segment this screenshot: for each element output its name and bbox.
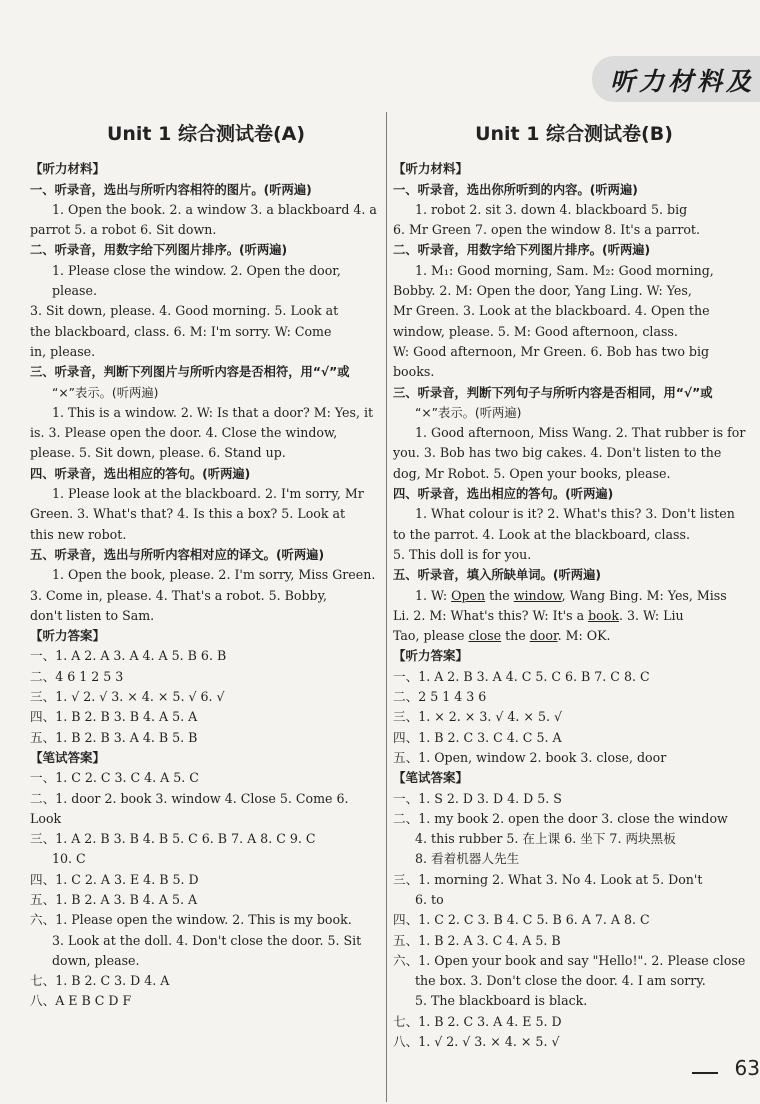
a-written-answer: 三、1. A 2. B 3. B 4. B 5. C 6. B 7. A 8. C 9. C [30, 831, 316, 847]
b-written-answer: 五、1. B 2. A 3. C 4. A 5. B [393, 932, 561, 948]
b-q5-seg: the [485, 587, 514, 603]
a-q1-text: 1. Open the book. 2. a window 3. a blackboard 4. a [52, 201, 377, 217]
b-q4-text: 1. What colour is it? 2. What's this? 3. Don't listen [415, 506, 735, 522]
b-q4-text: to the parrot. 4. Look at the blackboard, class. [393, 526, 690, 542]
a-written-answer: down, please. [52, 952, 140, 968]
a-listening-materials-heading: 【听力材料】 [30, 161, 106, 177]
b-written-answer: 七、1. B 2. C 3. A 4. E 5. D [393, 1013, 562, 1029]
b-listening-answer: 四、1. B 2. C 3. C 4. C 5. A [393, 729, 562, 745]
b-q3-text: 1. Good afternoon, Miss Wang. 2. That rubber is for [415, 425, 746, 441]
a-q4-text: Green. 3. What's that? 4. Is this a box? 5. Look at [30, 506, 346, 522]
a-listening-answer: 一、1. A 2. A 3. A 4. A 5. B 6. B [30, 648, 227, 664]
b-q5-text [393, 606, 755, 626]
test-a-title: Unit 1 综合测试卷(A) [106, 123, 306, 145]
a-q2-text: 3. Sit down, please. 4. Good morning. 5. Look at [30, 303, 339, 319]
b-written-answer: 六、1. Open your book and say "Hello!". 2. Please close [393, 952, 746, 968]
a-written-answer: 七、1. B 2. C 3. D 4. A [30, 973, 170, 989]
b-listening-answers-heading: 【听力答案】 [393, 648, 469, 664]
b-written-answer: 一、1. S 2. D 3. D 4. D 5. S [393, 790, 562, 806]
a-written-answers-heading: 【笔试答案】 [30, 749, 106, 765]
a-listening-answer: 五、1. B 2. B 3. A 4. B 5. B [30, 729, 198, 745]
b-q2-text: 1. M₁: Good morning, Sam. M₂: Good morning, [415, 262, 714, 278]
b-q5-blank-open: Open [451, 587, 486, 603]
b-q3-instruction: 三、听录音，判断下列句子与所听内容是否相同，用“√”或 [393, 385, 713, 400]
b-listening-materials-heading: 【听力材料】 [393, 161, 469, 177]
a-written-answer: 四、1. C 2. A 3. E 4. B 5. D [30, 871, 199, 887]
b-q2-text: Bobby. 2. M: Open the door, Yang Ling. W: Yes, [393, 283, 692, 299]
test-b-title: Unit 1 综合测试卷(B) [475, 123, 673, 145]
a-written-answer: 二、1. door 2. book 3. window 4. Close 5. Come 6. Look [30, 790, 349, 826]
a-listening-answer: 二、4 6 1 2 5 3 [30, 668, 124, 684]
a-written-answer: 五、1. B 2. A 3. B 4. A 5. A [30, 891, 198, 907]
b-q2-text: Mr Green. 3. Look at the blackboard. 4. Open the [393, 303, 710, 319]
b-q5-text [415, 586, 755, 606]
b-q5-blank-book: book [588, 607, 619, 623]
a-q5-instruction: 五、听录音，选出与所听内容相对应的译文。(听两遍) [30, 547, 325, 562]
a-q3-text: is. 3. Please open the door. 4. Close the window, [30, 425, 338, 441]
a-listening-answer: 三、1. √ 2. √ 3. × 4. × 5. √ 6. √ [30, 689, 225, 705]
b-q3-text: you. 3. Bob has two big cakes. 4. Don't listen to the [393, 445, 722, 461]
b-q5-seg: , Wang Bing. M: Yes, Miss [561, 587, 727, 603]
b-q1-text: 1. robot 2. sit 3. down 4. blackboard 5. big [415, 201, 688, 217]
a-q4-text: this new robot. [30, 526, 127, 542]
b-q5-blank-window: window [513, 587, 562, 603]
a-written-answer: 3. Look at the doll. 4. Don't close the door. 5. Sit [52, 932, 362, 948]
b-q5-seg: Li. 2. M: What's this? W: It's a [393, 607, 589, 623]
b-q1-text: 6. Mr Green 7. open the window 8. It's a parrot. [393, 222, 700, 238]
a-listening-answer: 四、1. B 2. B 3. B 4. A 5. A [30, 709, 198, 725]
a-q3-text: please. 5. Sit down, please. 6. Stand up. [30, 445, 286, 461]
b-q2-instruction: 二、听录音，用数字给下列图片排序。(听两遍) [393, 243, 651, 258]
b-listening-answer: 三、1. × 2. × 3. √ 4. × 5. √ [393, 709, 563, 725]
page-number: 63 [734, 1056, 760, 1080]
a-q3-instruction-cont: “×”表示。(听两遍) [52, 385, 159, 400]
a-q3-instruction: 三、听录音，判断下列图片与所听内容是否相符，用“√”或 [30, 365, 350, 380]
a-q2-text: the blackboard, class. 6. M: I'm sorry. W: Come [30, 323, 332, 339]
b-q3-instruction-cont: “×”表示。(听两遍) [415, 405, 522, 420]
b-written-answer: 6. to [415, 891, 444, 907]
column-b [393, 118, 755, 1052]
b-q4-text: 5. This doll is for you. [393, 546, 532, 562]
a-written-answer: 10. C [52, 851, 86, 867]
b-q5-blank-close: close [468, 628, 502, 644]
a-q2-text: in, please. [30, 343, 96, 359]
b-written-answer: the box. 3. Don't close the door. 4. I am sorry. [415, 973, 706, 989]
a-q2-text: 1. Please close the window. 2. Open the door, please. [52, 262, 341, 299]
page-number-dash [692, 1072, 718, 1074]
a-q5-text: 1. Open the book, please. 2. I'm sorry, Miss Green. [52, 567, 376, 583]
b-q3-text: dog, Mr Robot. 5. Open your books, please. [393, 465, 671, 481]
b-q5-seg: . 3. W: Liu [618, 607, 684, 623]
b-written-answer: 5. The blackboard is black. [415, 993, 588, 1009]
a-q4-instruction: 四、听录音，选出相应的答句。(听两遍) [30, 466, 251, 481]
b-listening-answer: 二、2 5 1 4 3 6 [393, 689, 487, 705]
column-divider [386, 112, 387, 1102]
b-written-answer: 二、1. my book 2. open the door 3. close the window [393, 810, 728, 826]
b-written-answer: 8. 看着机器人先生 [415, 851, 520, 867]
header-title: 听力材料及 [610, 67, 756, 96]
b-q5-seg: 1. W: [415, 587, 452, 603]
a-q4-text: 1. Please look at the blackboard. 2. I'm sorry, Mr [52, 486, 364, 502]
a-q1-text: parrot 5. a robot 6. Sit down. [30, 222, 217, 238]
a-written-answer: 八、A E B C D F [30, 993, 132, 1009]
b-written-answer: 4. this rubber 5. 在上课 6. 坐下 7. 两块黑板 [415, 831, 676, 847]
b-q5-text [393, 626, 755, 646]
section-header [592, 56, 760, 102]
a-q1-instruction: 一、听录音，选出与所听内容相符的图片。(听两遍) [30, 182, 312, 197]
b-written-answer: 四、1. C 2. C 3. B 4. C 5. B 6. A 7. A 8. C [393, 912, 650, 928]
b-q5-seg: Tao, please [393, 628, 469, 644]
b-written-answer: 八、1. √ 2. √ 3. × 4. × 5. √ [393, 1034, 560, 1050]
b-written-answers-heading: 【笔试答案】 [393, 770, 469, 786]
b-q5-seg: the [501, 628, 530, 644]
b-listening-answer: 五、1. Open, window 2. book 3. close, door [393, 749, 667, 765]
a-q5-text: don't listen to Sam. [30, 607, 155, 623]
b-q5-blank-door: door [529, 628, 558, 644]
b-q2-text: W: Good afternoon, Mr Green. 6. Bob has two big [393, 343, 710, 359]
b-q2-text: books. [393, 364, 435, 380]
b-q4-instruction: 四、听录音，选出相应的答句。(听两遍) [393, 487, 614, 502]
a-listening-answers-heading: 【听力答案】 [30, 628, 106, 644]
a-written-answer: 六、1. Please open the window. 2. This is my book. [30, 912, 352, 928]
a-q3-text: 1. This is a window. 2. W: Is that a door? M: Yes, it [52, 404, 374, 420]
b-q2-text: window, please. 5. M: Good afternoon, class. [393, 323, 678, 339]
a-written-answer: 一、1. C 2. C 3. C 4. A 5. C [30, 770, 199, 786]
b-written-answer: 三、1. morning 2. What 3. No 4. Look at 5. Don't [393, 871, 703, 887]
column-a [30, 118, 382, 1012]
a-q2-instruction: 二、听录音，用数字给下列图片排序。(听两遍) [30, 243, 288, 258]
b-q1-instruction: 一、听录音，选出你所听到的内容。(听两遍) [393, 182, 638, 197]
b-listening-answer: 一、1. A 2. B 3. A 4. C 5. C 6. B 7. C 8. C [393, 668, 650, 684]
b-q5-instruction: 五、听录音，填入所缺单词。(听两遍) [393, 568, 601, 583]
b-q5-seg: . M: OK. [557, 628, 611, 644]
a-q5-text: 3. Come in, please. 4. That's a robot. 5. Bobby, [30, 587, 328, 603]
